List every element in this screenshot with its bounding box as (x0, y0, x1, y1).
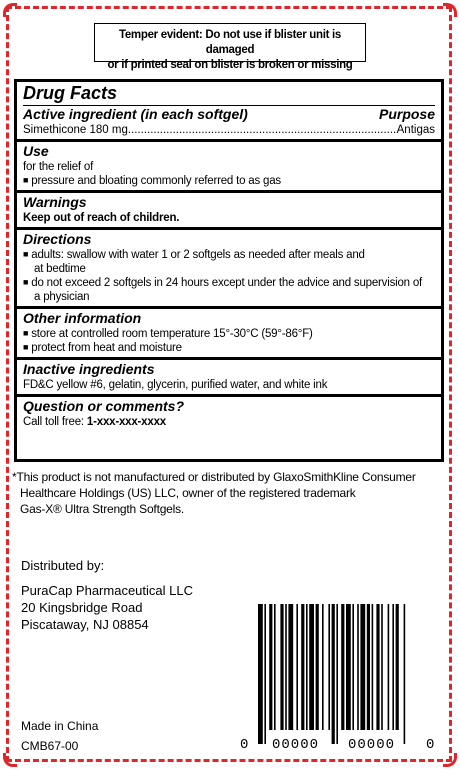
made-in-label: Made in China (21, 719, 99, 733)
barcode-bar (357, 604, 359, 730)
dot-leader (128, 123, 397, 137)
temper-line-2: or if printed seal on blister is broken or missing (107, 59, 353, 71)
questions-section (17, 397, 441, 459)
barcode-bar (341, 604, 344, 730)
barcode-bar (360, 604, 365, 730)
active-ingredient-header (23, 105, 435, 123)
barcode-bar (269, 604, 272, 730)
barcode-bars (238, 604, 438, 744)
distributor-block (21, 557, 193, 633)
spacer (21, 574, 193, 582)
corner-mark (3, 753, 17, 767)
directions-section (17, 230, 441, 306)
barcode-bar (322, 604, 324, 730)
barcode-bar (352, 604, 354, 730)
barcode-bar (392, 604, 394, 730)
active-ingredient-heading: Active ingredient (in each softgel) (23, 106, 248, 122)
barcode-bar (301, 604, 304, 730)
barcode-bar (316, 604, 319, 730)
call-toll-free-label: Call toll free: (23, 416, 87, 428)
barcode-bar (388, 604, 390, 730)
use-heading: Use (23, 143, 49, 159)
barcode-bar (274, 604, 276, 730)
barcode-bar (328, 604, 330, 730)
active-ingredient-purpose: Antigas (396, 124, 435, 136)
barcode-bar (288, 604, 293, 730)
temper-line-1: Temper evident: Do not use if blister unit is damaged (118, 29, 342, 56)
barcode-bar (309, 604, 314, 730)
barcode-bar (372, 604, 374, 730)
barcode-bar (367, 604, 370, 730)
warnings-section (17, 193, 441, 227)
barcode-bar (306, 604, 308, 730)
distributor-city: Piscataway, NJ 08854 (21, 617, 149, 632)
upc-barcode (238, 604, 438, 754)
use-bullet: ■ pressure and bloating commonly referred to as gas (23, 174, 435, 188)
barcode-group-1: 00000 (272, 737, 320, 753)
questions-line (23, 415, 435, 429)
inactive-ingredients-text: FD&C yellow #6, gelatin, glycerin, purified water, and white ink (23, 379, 328, 391)
barcode-right-digit: 0 (426, 737, 435, 753)
active-ingredient-name: Simethicone 180 mg (23, 124, 128, 136)
drug-facts-title: Drug Facts (23, 83, 118, 103)
distributed-by-label: Distributed by: (21, 558, 105, 573)
directions-bullet-2-cont: a physician (34, 291, 90, 303)
barcode-bar (332, 604, 335, 744)
barcode-bar (280, 604, 283, 730)
barcode-bar (404, 604, 406, 744)
barcode-bar (396, 604, 399, 730)
disclaimer-line-1: *This product is not manufactured or distributed by GlaxoSmithKline Consumer (12, 470, 416, 484)
inactive-ingredients-section (17, 360, 441, 394)
barcode-digits (238, 736, 438, 754)
drug-facts-panel (14, 79, 444, 462)
barcode-bar (376, 604, 379, 730)
barcode-bar (264, 604, 266, 744)
toll-free-number: 1-xxx-xxx-xxxx (86, 416, 166, 428)
corner-mark (443, 3, 457, 17)
purpose-heading: Purpose (378, 106, 435, 122)
disclaimer-line-3: Gas-X® Ultra Strength Softgels. (20, 502, 185, 516)
questions-heading: Question or comments? (23, 398, 185, 414)
barcode-bar (285, 604, 287, 730)
other-bullet-1: ■ store at controlled room temperature 15°-30°C (59°-86°F) (23, 327, 435, 341)
warnings-text: Keep out of reach of children. (23, 212, 180, 224)
trademark-disclaimer (12, 469, 448, 517)
barcode-bar (296, 604, 298, 730)
use-section (17, 142, 441, 190)
inactive-ingredients-heading: Inactive ingredients (23, 361, 155, 377)
other-information-section (17, 309, 441, 357)
corner-mark (3, 3, 17, 17)
barcode-group-2: 00000 (348, 737, 396, 753)
directions-bullet-1: ■ adults: swallow with water 1 or 2 softgels as needed after meals and (23, 248, 435, 262)
barcode-bar (258, 604, 263, 744)
barcode-left-digit: 0 (240, 737, 249, 753)
product-code: CMB67-00 (21, 739, 79, 753)
origin-block (21, 716, 98, 756)
other-information-heading: Other information (23, 310, 142, 326)
use-text: for the relief of (23, 161, 94, 173)
other-bullet-2: ■ protect from heat and moisture (23, 341, 435, 355)
directions-bullet-1-cont: at bedtime (34, 263, 86, 275)
disclaimer-line-2: Healthcare Holdings (US) LLC, owner of the registered trademark (20, 486, 356, 500)
warnings-heading: Warnings (23, 194, 87, 210)
active-ingredient-section (17, 82, 441, 139)
barcode-bar (346, 604, 351, 730)
barcode-bar (381, 604, 383, 730)
barcode-bar (336, 604, 338, 744)
directions-bullet-2: ■ do not exceed 2 softgels in 24 hours except under the advice and supervision of (23, 276, 435, 290)
distributor-street: 20 Kingsbridge Road (21, 600, 143, 615)
active-ingredient-row (23, 123, 435, 137)
corner-mark (443, 753, 457, 767)
distributor-name: PuraCap Pharmaceutical LLC (21, 583, 193, 598)
temper-evident-notice (94, 23, 366, 71)
directions-heading: Directions (23, 231, 92, 247)
